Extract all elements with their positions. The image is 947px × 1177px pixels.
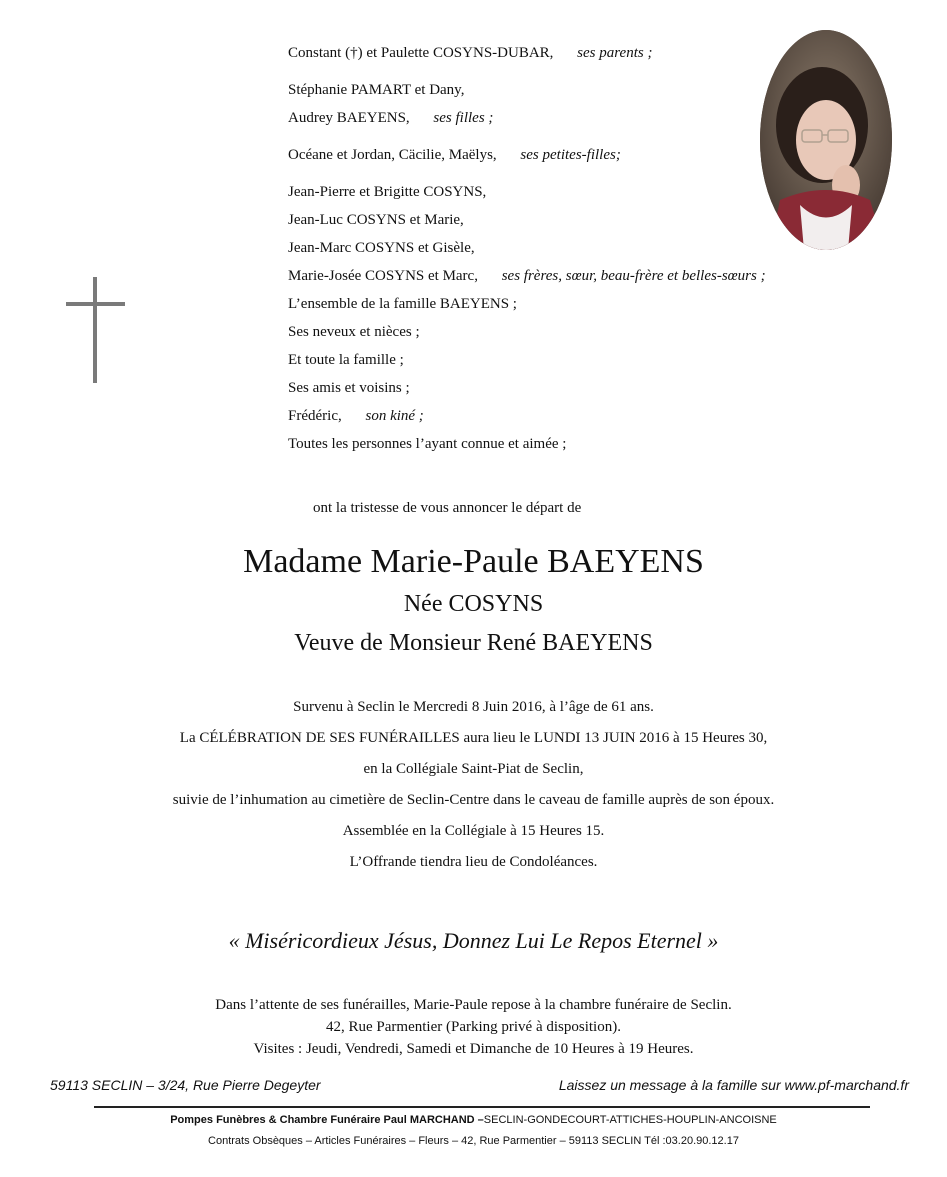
others-line-1: L’ensemble de la famille BAEYENS ; — [288, 296, 517, 312]
parents-names: Constant (†) et Paulette COSYNS-DUBAR, — [288, 45, 554, 61]
detail-line-3: en la Collégiale Saint-Piat de Seclin, — [363, 761, 584, 777]
footer-divider — [94, 1106, 870, 1108]
siblings-line-1: Jean-Pierre et Brigitte COSYNS, — [288, 184, 487, 200]
siblings-line-2: Jean-Luc COSYNS et Marie, — [288, 212, 464, 228]
parents-role: ses parents ; — [577, 45, 653, 61]
family-siblings — [288, 262, 766, 290]
granddaughters-names: Océane et Jordan, Cäcilie, Maëlys, — [288, 147, 497, 163]
family-daughters — [288, 104, 493, 132]
detail-line-5: Assemblée en la Collégiale à 15 Heures 15. — [342, 823, 605, 839]
footer-company — [0, 1114, 947, 1126]
kine-name: Frédéric, — [288, 408, 342, 424]
prayer-quote: « Miséricordieux Jésus, Donnez Lui Le Repos Eternel » — [228, 928, 719, 953]
footer-company-name: Pompes Funèbres & Chambre Funéraire Paul MARCHAND – — [170, 1114, 484, 1126]
portrait-photo — [760, 30, 892, 250]
family-kine — [288, 402, 424, 430]
detail-line-4: suivie de l’inhumation au cimetière de Seclin-Centre dans le caveau de famille auprès de son époux. — [172, 792, 775, 808]
daughters-line-1: Stéphanie PAMART et Dany, — [288, 82, 465, 98]
deceased-name: Madame Marie-Paule BAEYENS — [243, 543, 704, 580]
family-final: Toutes les personnes l’ayant connue et aimée ; — [288, 436, 567, 452]
detail-line-2: La CÉLÉBRATION DE SES FUNÉRAILLES aura lieu le LUNDI 13 JUIN 2016 à 15 Heures 30, — [179, 730, 768, 746]
announcement: ont la tristesse de vous annoncer le départ de — [313, 500, 582, 516]
others-line-3: Et toute la famille ; — [288, 352, 404, 368]
family-parents — [288, 39, 652, 67]
daughters-line-2: Audrey BAEYENS, — [288, 110, 410, 126]
footer-company-towns: SECLIN-GONDECOURT-ATTICHES-HOUPLIN-ANCOISNE — [483, 1114, 777, 1126]
family-granddaughters — [288, 141, 621, 169]
detail-line-6: L’Offrande tiendra lieu de Condoléances. — [349, 854, 598, 870]
granddaughters-role: ses petites-filles; — [520, 147, 621, 163]
visits-line-2: 42, Rue Parmentier (Parking privé à disposition). — [326, 1019, 621, 1035]
deceased-widow: Veuve de Monsieur René BAEYENS — [294, 630, 653, 656]
deceased-maiden-name: Née COSYNS — [403, 591, 544, 617]
kine-role: son kiné ; — [365, 408, 424, 424]
daughters-role: ses filles ; — [433, 110, 494, 126]
visits-line-1: Dans l’attente de ses funérailles, Marie-Paule repose à la chambre funéraire de Seclin. — [215, 997, 732, 1013]
siblings-line-4: Marie-Josée COSYNS et Marc, — [288, 268, 478, 284]
others-line-2: Ses neveux et nièces ; — [288, 324, 420, 340]
footer-address: 59113 SECLIN – 3/24, Rue Pierre Degeyter — [50, 1077, 321, 1093]
detail-line-1: Survenu à Seclin le Mercredi 8 Juin 2016, à l’âge de 61 ans. — [293, 699, 654, 715]
siblings-line-3: Jean-Marc COSYNS et Gisèle, — [288, 240, 475, 256]
footer-services: Contrats Obsèques – Articles Funéraires – Fleurs – 42, Rue Parmentier – 59113 SECLIN Tél :03.20.90.12.17 — [208, 1135, 739, 1147]
visits-line-3: Visites : Jeudi, Vendredi, Samedi et Dimanche de 10 Heures à 19 Heures. — [253, 1041, 694, 1057]
others-line-4: Ses amis et voisins ; — [288, 380, 410, 396]
siblings-role: ses frères, sœur, beau-frère et belles-sœurs ; — [501, 268, 766, 284]
footer-message: Laissez un message à la famille sur www.pf-marchand.fr — [558, 1077, 909, 1093]
